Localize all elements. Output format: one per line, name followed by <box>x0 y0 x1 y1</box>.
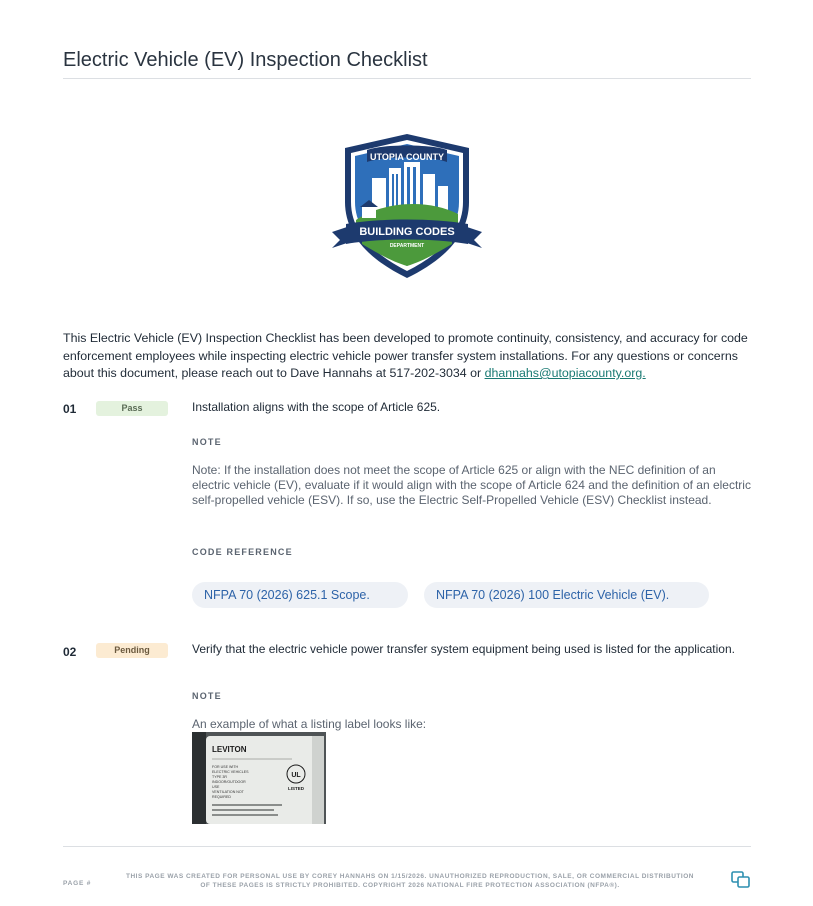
item-number: 02 <box>63 645 77 659</box>
intro-text: This Electric Vehicle (EV) Inspection Checklist has been developed to promote continuity, consistency, and accuracy for code enforcement employees while inspecting electric vehicle power transfer system installations. For any questions or concerns about this document, please reach out to Dave Hannahs at 517-202-3034 or <box>63 331 748 380</box>
contact-email-link[interactable]: dhannahs@utopiacounty.org. <box>484 366 646 380</box>
label-brand-text: LEVITON <box>212 745 247 754</box>
header-divider <box>63 78 751 79</box>
footer-divider <box>63 846 751 847</box>
code-reference-label: CODE REFERENCE <box>192 547 293 557</box>
label-line: TYPE 3R <box>212 775 227 779</box>
code-reference-chip[interactable]: NFPA 70 (2026) 625.1 Scope. <box>192 582 408 608</box>
copy-icon[interactable] <box>731 871 751 889</box>
code-reference-chip[interactable]: NFPA 70 (2026) 100 Electric Vehicle (EV). <box>424 582 709 608</box>
note-text: Note: If the installation does not meet the scope of Article 625 or align with the NEC definition of an electric vehicle (EV), evaluate if it would align with the scope of Article 624 and the definition of an electric self-propelled vehicle (ESV). If so, use the Electric Self-Propelled Vehicle (ESV) Checklist instead. <box>192 463 751 507</box>
label-line: USE <box>212 785 220 789</box>
item-text: Installation aligns with the scope of Article 625. <box>192 400 441 414</box>
label-line: REQUIRED <box>212 795 231 799</box>
copyright-line: OF THESE PAGES IS STRICTLY PROHIBITED. COPYRIGHT 2026 NATIONAL FIRE PROTECTION ASSOCIATION (NFPA®). <box>200 882 620 889</box>
listing-label-photo <box>192 732 326 824</box>
note-label: NOTE <box>192 437 222 447</box>
label-line: FOR USE WITH <box>212 765 239 769</box>
label-line: ELECTRIC VEHICLES <box>212 770 249 774</box>
svg-text:UL: UL <box>291 772 301 779</box>
logo-bottom-text: DEPARTMENT <box>389 243 425 249</box>
logo-banner-text: BUILDING CODES <box>359 226 455 238</box>
note-label: NOTE <box>192 691 222 701</box>
note-text: An example of what a listing label looks like: <box>192 717 427 731</box>
item-number: 01 <box>63 402 77 416</box>
page-number: PAGE # <box>63 880 92 887</box>
status-badge: Pending <box>96 643 168 658</box>
copyright-line: THIS PAGE WAS CREATED FOR PERSONAL USE BY COREY HANNAHS ON 1/15/2026. UNAUTHORIZED REPRODUCTION, SALE, OR COMMERCIAL DISTRIBUTION <box>126 873 694 880</box>
item-text: Verify that the electric vehicle power transfer system equipment being used is listed for the application. <box>192 642 735 656</box>
label-line: VENTILATION NOT <box>212 790 244 794</box>
label-listed-mark: LISTED <box>287 786 305 791</box>
copyright-notice <box>100 872 720 890</box>
label-line: INDOOR/OUTDOOR <box>212 780 246 784</box>
logo-top-text: UTOPIA COUNTY <box>369 152 445 162</box>
page-title: Electric Vehicle (EV) Inspection Checklist <box>63 49 428 72</box>
status-badge: Pass <box>96 401 168 416</box>
intro-paragraph <box>63 330 753 383</box>
county-logo <box>332 132 482 280</box>
